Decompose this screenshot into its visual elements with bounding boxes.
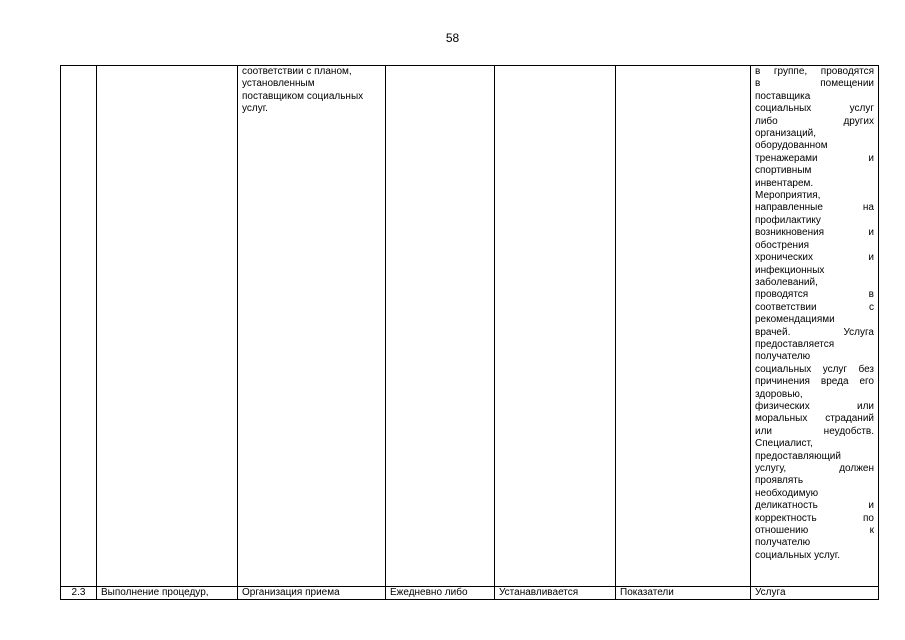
evaluation-text-line: социальных услуг без (755, 363, 874, 375)
cell-row-time-limit: Устанавливается (495, 587, 616, 600)
evaluation-text-line: направленные на (755, 202, 874, 214)
evaluation-text-line: возникновения и (755, 227, 874, 239)
evaluation-text-line: профилактику (755, 214, 821, 226)
services-table (60, 65, 879, 600)
cell-row-service-name: Выполнение процедур, (97, 587, 238, 600)
evaluation-text-line: соответствии с (755, 301, 874, 313)
evaluation-text-line: Специалист, (755, 438, 813, 450)
evaluation-text-line: либо других (755, 115, 874, 127)
evaluation-text-line: врачей. Услуга (755, 326, 874, 338)
evaluation-text-line: или неудобств. (755, 425, 874, 437)
evaluation-text-line: оборудованном (755, 140, 828, 152)
evaluation-text-line: получателю (755, 537, 811, 549)
evaluation-text-line: физических или (755, 400, 874, 412)
evaluation-text-line: заболеваний, (755, 276, 818, 288)
evaluation-text-line: предоставляющий (755, 450, 841, 462)
evaluation-text-line: инвентарем. (755, 177, 814, 189)
evaluation-conditions-text (755, 66, 874, 562)
cell-row-service-description: Организация приема (238, 587, 386, 600)
cell-row-number: 2.3 (61, 587, 97, 600)
evaluation-text-line: проводятся в (755, 289, 874, 301)
evaluation-text-line: рекомендациями (755, 314, 835, 326)
evaluation-text-line: в помещении (755, 78, 874, 90)
cell-service-description (238, 66, 386, 587)
evaluation-text-line: тренажерами и (755, 152, 874, 164)
evaluation-text-line: хронических и (755, 252, 874, 264)
evaluation-text-line: отношению к (755, 525, 874, 537)
evaluation-text-line: проявлять (755, 475, 804, 487)
evaluation-text-line: причинения вреда его (755, 376, 874, 388)
cell-row-frequency: Ежедневно либо (386, 587, 495, 600)
table-row-2-3 (61, 587, 879, 600)
cell-evaluation-conditions (751, 66, 879, 587)
cell-time-limit (495, 66, 616, 587)
evaluation-text-line: организаций, (755, 128, 817, 140)
cell-row-quality-indicators: Показатели (616, 587, 751, 600)
evaluation-text-line: обострения (755, 239, 810, 251)
evaluation-text-line: корректность по (755, 512, 874, 524)
evaluation-text-line: в группе, проводятся (755, 66, 874, 77)
evaluation-text-line: услугу, должен (755, 463, 874, 474)
evaluation-text-line: поставщика (755, 90, 811, 102)
table-row-continuation (61, 66, 879, 587)
service-description-text: соответствии с планом, установленным поставщиком социальных услуг. (242, 66, 364, 115)
cell-service-name (97, 66, 238, 587)
page-number: 58 (445, 31, 460, 45)
cell-row-evaluation-conditions: Услуга (751, 587, 879, 600)
cell-quality-indicators (616, 66, 751, 587)
evaluation-text-line: социальных услуг (755, 103, 874, 115)
evaluation-text-line: получателю (755, 351, 811, 363)
cell-frequency (386, 66, 495, 587)
evaluation-text-line: деликатность и (755, 500, 874, 512)
evaluation-text-line: спортивным (755, 165, 812, 177)
evaluation-text-line: здоровью, (755, 388, 803, 400)
evaluation-text-line: социальных услуг. (755, 549, 841, 561)
evaluation-text-line: инфекционных (755, 264, 825, 276)
evaluation-text-line: Мероприятия, (755, 190, 821, 202)
evaluation-text-line: необходимую (755, 487, 819, 499)
evaluation-text-line: предоставляется (755, 338, 835, 350)
cell-number (61, 66, 97, 587)
evaluation-text-line: моральных страданий (755, 413, 874, 425)
